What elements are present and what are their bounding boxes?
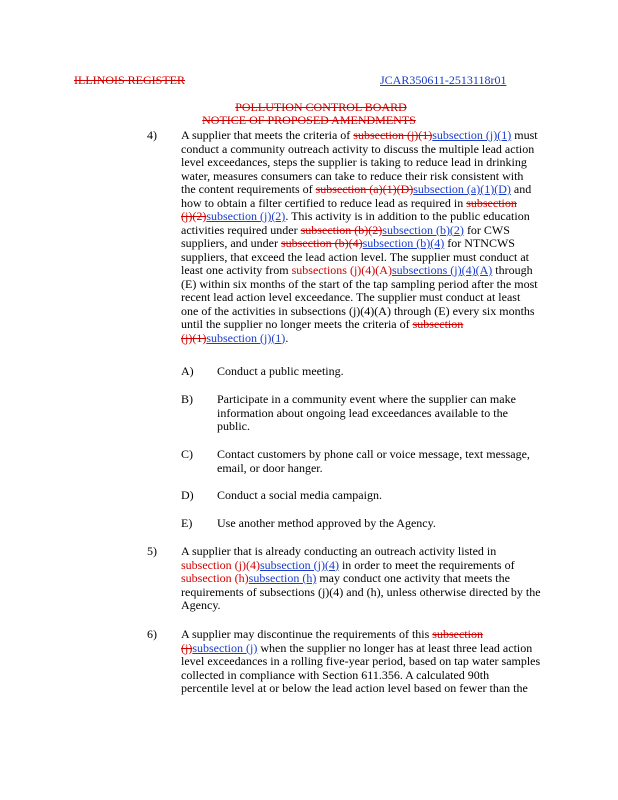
text-run: Agency.	[181, 598, 221, 612]
text-line	[181, 332, 288, 346]
inserted-text: subsection (j)(1)	[206, 330, 286, 345]
register-header: ILLINOIS REGISTER	[74, 73, 185, 87]
deleted-text: subsection	[412, 317, 464, 331]
text-line	[181, 129, 538, 143]
agency-title: POLLUTION CONTROL BOARD	[235, 100, 407, 114]
text-run: subsection (j)(4)	[181, 557, 260, 572]
text-run: and	[510, 182, 532, 196]
text-run: how to obtain a filter certified to reduce lead as required in	[181, 195, 467, 210]
text-run: until the supplier no longer meets the criteria of	[181, 317, 413, 331]
text-run: when the supplier no longer has at least three lead action	[257, 640, 533, 655]
text-line	[181, 156, 527, 170]
text-line	[181, 143, 534, 157]
text-line	[181, 278, 538, 292]
text-line	[181, 237, 515, 251]
notice-title: NOTICE OF PROPOSED AMENDMENTS	[202, 113, 416, 127]
text-line	[181, 210, 530, 224]
deleted-text: subsection (b)(2)	[300, 222, 383, 237]
inserted-text: subsection (j)(4)	[259, 557, 339, 572]
deleted-text: subsection (a)(1)(D)	[315, 182, 414, 196]
item-number: 6)	[147, 627, 157, 641]
text-run: subsections (j)(4)(A)	[291, 263, 392, 277]
text-line	[181, 291, 520, 305]
text-line	[181, 559, 515, 573]
inserted-text: subsection (h)	[248, 571, 317, 585]
text-line	[181, 655, 540, 669]
text-line	[181, 682, 528, 696]
text-line	[181, 264, 533, 278]
subitem-label: C)	[181, 447, 193, 461]
text-line	[181, 305, 535, 319]
subitem-text: Use another method approved by the Agency.	[217, 516, 436, 530]
text-run: level exceedances in a rolling five-year period, based on tap water samples	[181, 654, 541, 668]
subitem-text: email, or door hanger.	[217, 460, 323, 475]
inserted-text: subsection (b)(4)	[362, 236, 445, 250]
jcar-code: JCAR350611-2513118r01	[380, 73, 507, 87]
subitem-label: E)	[181, 516, 193, 530]
text-run: one of the activities in subsections (j)(4)(A) through (E) every six months	[181, 303, 535, 318]
text-run: conduct a community outreach activity to discuss the multiple lead action	[181, 141, 535, 156]
text-line	[181, 642, 532, 656]
text-line	[181, 586, 541, 600]
text-run: requirements of subsections (j)(4) and (h), unless otherwise directed by the	[181, 584, 541, 599]
text-line	[181, 224, 510, 238]
deleted-text: subsection	[432, 627, 483, 641]
text-line	[181, 318, 463, 332]
text-run: activities required under	[181, 222, 301, 237]
deleted-text: (j)	[181, 640, 193, 655]
text-run: in order to meet the requirements of	[338, 557, 515, 572]
subitem-label: B)	[181, 392, 193, 406]
text-run: suppliers, and under	[181, 236, 281, 250]
text-run: suppliers, that exceed the lead action level. The supplier must conduct at	[181, 249, 529, 264]
subitem-label: D)	[181, 488, 194, 502]
deleted-text: (j)(2)	[181, 209, 207, 223]
text-run: recent lead action level exceedance. The supplier must conduct at least	[181, 290, 521, 304]
text-run: level exceedances, steps the supplier is taking to reduce lead in drinking	[181, 155, 527, 169]
text-run: the content requirements of	[181, 182, 316, 196]
text-line	[181, 251, 529, 265]
inserted-text: subsection (b)(2)	[382, 222, 464, 237]
text-run: collected in compliance with Section 611.356. A calculated 90th	[181, 667, 490, 682]
subitem-text: information about ongoing lead exceedances available to the	[217, 405, 508, 420]
subitem-label: A)	[181, 364, 194, 378]
text-line	[181, 628, 483, 642]
inserted-text: subsections (j)(4)(A)	[391, 263, 493, 277]
deleted-text: subsection (b)(4)	[280, 236, 363, 250]
subitem-text: Participate in a community event where the supplier can make	[217, 392, 516, 406]
inserted-text: subsection (a)(1)(D)	[413, 182, 511, 196]
inserted-text: subsection (j)(2)	[206, 209, 286, 223]
text-run: (E) within six months of the start of the tap sampling period after the most	[181, 276, 538, 291]
text-run: . This activity is in addition to the public education	[285, 209, 530, 223]
subitem-text: Conduct a social media campaign.	[217, 488, 382, 502]
text-line	[181, 170, 523, 184]
text-run: .	[285, 330, 289, 345]
text-line	[181, 669, 489, 683]
item-number: 4)	[147, 128, 157, 142]
inserted-text: subsection (j)(1)	[432, 128, 512, 142]
text-run: water, measures consumers can take to reduce their risk consistent with	[181, 168, 524, 183]
inserted-text: subsection (j)	[192, 640, 258, 655]
text-line	[181, 572, 510, 586]
text-run: A supplier that is already conducting an outreach activity listed in	[181, 544, 497, 558]
text-run: may conduct one activity that meets the	[316, 571, 510, 585]
subitem-text: Contact customers by phone call or voice message, text message,	[217, 447, 530, 461]
text-run: least one activity from	[181, 263, 292, 277]
deleted-text: subsection (j)(1)	[353, 128, 433, 142]
text-run: for NTNCWS	[444, 236, 515, 250]
text-line	[181, 599, 221, 613]
subitem-text: Conduct a public meeting.	[217, 364, 344, 378]
text-run: A supplier that meets the criteria of	[181, 128, 354, 142]
text-line	[181, 545, 496, 559]
item-number: 5)	[147, 544, 157, 558]
deleted-text: subsection	[466, 195, 517, 210]
text-line	[181, 183, 531, 197]
text-run: subsection (h)	[181, 571, 249, 585]
subitem-text: public.	[217, 419, 250, 433]
text-run: percentile level at or below the lead action level based on fewer than the	[181, 681, 528, 695]
text-run: must	[511, 128, 538, 142]
text-line	[181, 197, 517, 211]
text-run: for CWS	[463, 222, 510, 237]
deleted-text: (j)(1)	[181, 330, 207, 345]
text-run: A supplier may discontinue the requirements of this	[181, 627, 433, 641]
text-run: through	[492, 263, 533, 277]
